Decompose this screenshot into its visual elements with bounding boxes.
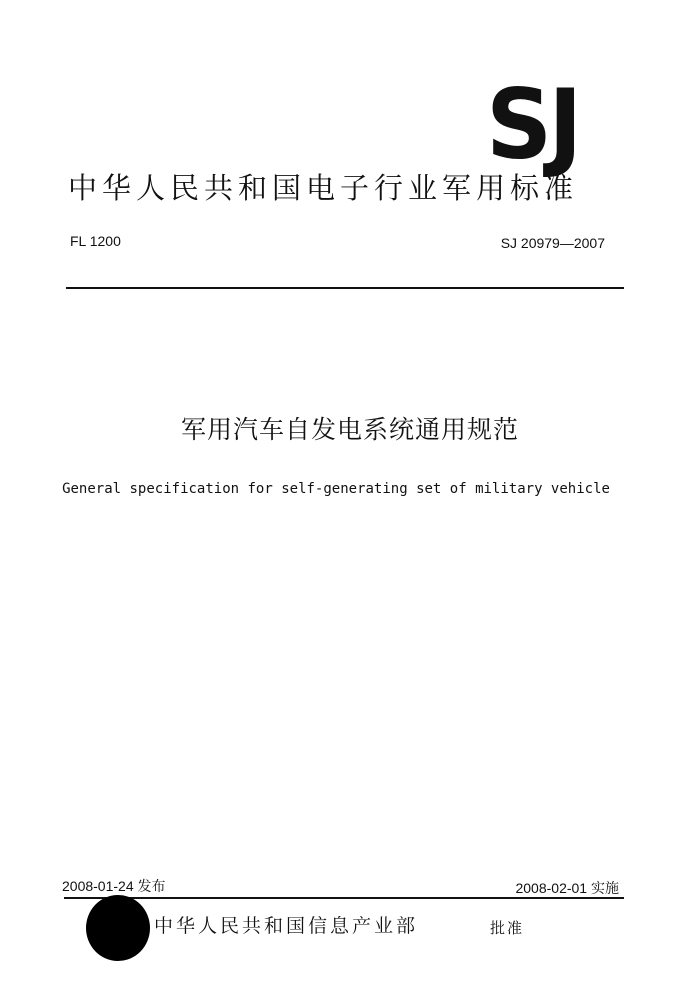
- seal-mark: [86, 895, 150, 961]
- standard-number: SJ 20979—2007: [500, 235, 605, 251]
- sj-logo: SJ: [486, 68, 579, 181]
- issuing-authority: 中华人民共和国信息产业部: [154, 915, 419, 937]
- header-divider: [66, 287, 624, 289]
- document-title-chinese: 军用汽车自发电系统通用规范: [180, 415, 519, 444]
- standard-category-header: 中华人民共和国电子行业军用标准: [68, 171, 579, 205]
- implementation-date: 2008-02-01 实施: [515, 880, 619, 896]
- issue-date: 2008-01-24 发布: [62, 878, 166, 894]
- approval-label: 批准: [490, 919, 525, 937]
- footer-divider: [64, 897, 624, 899]
- classification-code: FL 1200: [70, 233, 121, 249]
- document-title-english: General specification for self-generating set of military vehicle: [62, 481, 610, 497]
